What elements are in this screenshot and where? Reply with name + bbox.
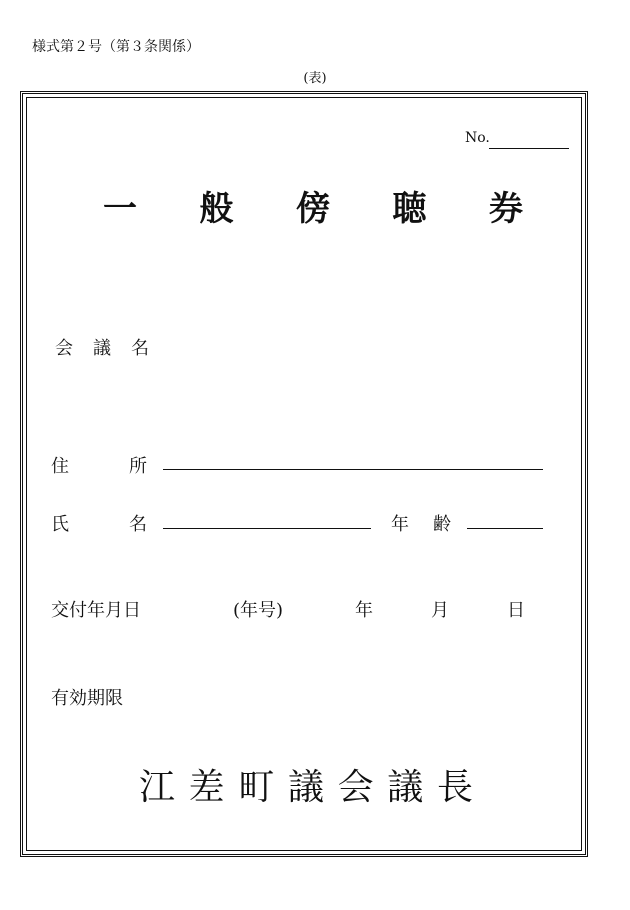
day-label: 日 [507,600,525,621]
issuer-char: 差 [188,767,225,808]
title-char: 聴 [392,189,427,229]
month-label: 月 [431,600,449,621]
title-char: 般 [199,189,234,229]
side-label: (表) [303,71,327,86]
name-label [51,510,147,536]
issuer-name [139,767,473,808]
address-field-line [163,469,543,470]
address-label [51,452,147,478]
label-char: 名 [131,338,149,359]
issuer-char: 江 [139,767,176,808]
label-char: 所 [129,456,147,477]
label-char: 名 [129,514,147,535]
issuer-char: 会 [337,767,374,808]
ticket-title [103,189,523,229]
issuer-char: 議 [387,767,424,808]
title-char: 傍 [296,189,330,229]
label-char: 年 [391,514,409,535]
label-char: 住 [51,456,69,477]
meeting-name-label [55,334,149,360]
issuer-char: 議 [287,767,324,808]
label-char: 議 [93,338,111,359]
year-label: 年 [355,600,373,621]
ticket-number-line [489,148,569,149]
title-char: 一 [103,189,137,229]
age-label [391,510,451,536]
issuer-char: 長 [436,767,473,808]
ticket-frame [20,91,588,857]
label-char: 会 [55,338,73,359]
valid-period-label: 有効期限 [51,688,123,709]
issuer-char: 町 [238,767,275,808]
name-field-line [163,528,371,529]
issue-date-label: 交付年月日 [51,600,141,621]
ticket-number-label: No. [465,130,490,146]
title-char: 券 [489,189,523,229]
label-char: 氏 [51,514,69,535]
age-field-line [467,528,543,529]
form-code: 様式第２号（第３条関係） [32,39,200,55]
era-label: (年号) [233,600,284,621]
label-char: 齢 [433,514,451,535]
